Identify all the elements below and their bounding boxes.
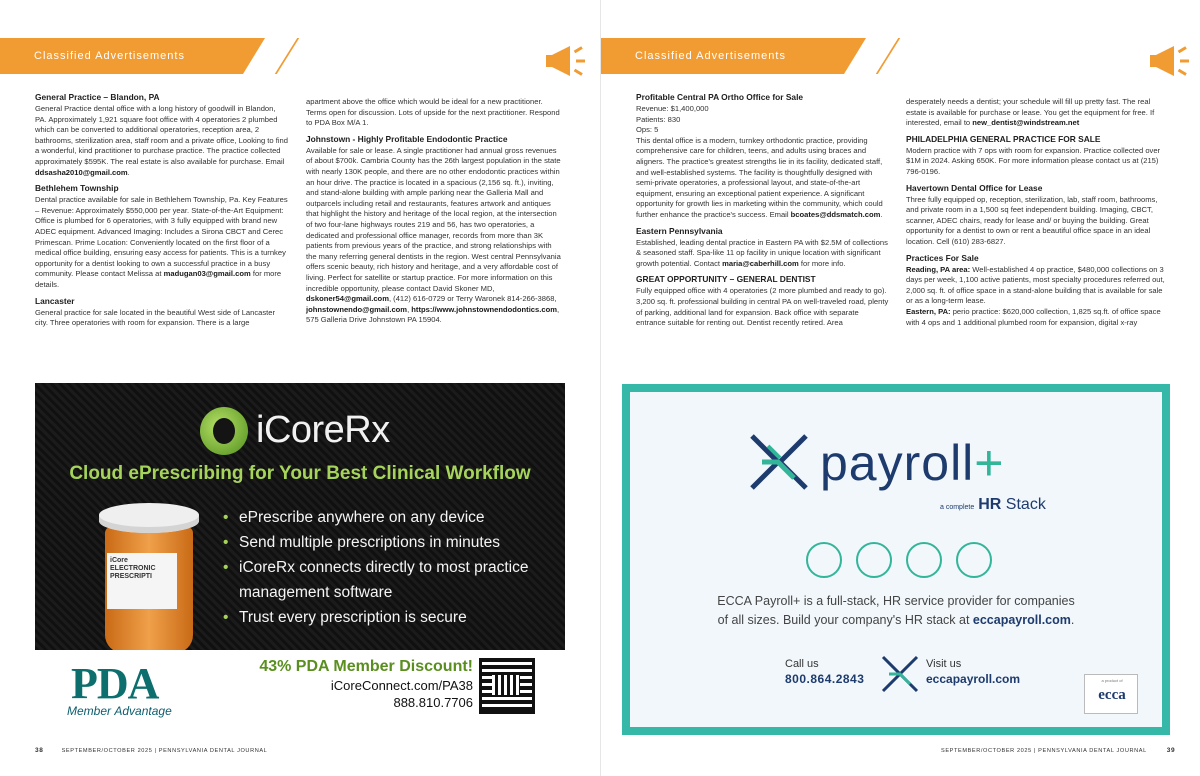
icorerx-footer-strip xyxy=(35,650,565,730)
ad-body: apartment above the office which would be ideal for a new practitioner. Terms open for discussion. Lots of upside for the next practitioner. Respond to PDA Box M/A 1. xyxy=(306,97,560,128)
payroll-advertisement[interactable] xyxy=(622,384,1170,735)
ad-email[interactable]: maria@caberhill.com xyxy=(722,258,799,268)
icorerx-advertisement[interactable] xyxy=(35,383,565,730)
footer-right xyxy=(941,747,1175,754)
ad-email[interactable]: madugan03@gmail.com xyxy=(163,269,251,279)
payroll-description: ECCA Payroll+ is a full-stack, HR service provider for companies of all sizes. Build your company's HR stack at eccapayroll.com. xyxy=(717,594,1075,627)
page-right xyxy=(600,0,1200,776)
payroll-url[interactable]: eccapayroll.com xyxy=(926,672,1021,686)
ad-body: General practice for sale located in the beautiful West side of Lancaster city. Three operatories with room for expansion. There is a large xyxy=(35,307,276,328)
section-title: Classified Advertisements xyxy=(34,50,185,62)
ad-body: Revenue: $1,400,000 Patients: 830 Ops: 5 This dental office is a modern, turnkey orthodontic practice, providing comprehensive care for children, teens, and adults using braces and aligners. The practice's greatest strengths lie in its facility, dedicated staff, and well-established systems. The facility is thoughtfully designed with semi-private operatories, a professional layout, and state-of-the-art equipment, ensuring an exceptional patient experience. A significant opportunity for growth lies in marketing within the community, which could further enhance the practice's success. Email bcoates@ddsmatch.com. xyxy=(636,104,883,219)
icorerx-features xyxy=(223,505,553,630)
payroll-brand: payroll xyxy=(820,435,975,491)
ad-body: General Practice dental office with a long history of goodwill in Blandon, PA. Approximately 1,921 square foot office with 4 operatories 2 plumbed which can be converted to additional operatories, reception area, 2 bathrooms, sterilization area, staff room and a private office, Looking to find a wonderful, kind practitioner to purchase practice. The practice collected approximately $595K. The real estate is also available for purchase. Email ddsasha2010@gmail.com. xyxy=(35,104,288,177)
ad-website[interactable]: https://www.johnstownendodontics.com xyxy=(411,304,557,314)
ad-body: desperately needs a dentist; your schedule will fill up pretty fast. The real estate is available for purchase or lease. You get the equipment for free. If interested, email to new_dentist@windstream.net xyxy=(906,97,1155,128)
ad-body: Dental practice available for sale in Bethlehem Township, Pa. Key Features – Revenue: Approximately $550,000 per year. State-of-the-Art Equipment: Office is plumbed for 6 operatories, with 3 fully equipped with brand new ADEC equipment. Advanced Imaging: Includes a Sirona CBCT and Cerec Primescan. Prime Location: Conveniently located on the first floor of a medical office building, ensuring easy access for patients. This is a turnkey opportunity for a dentist looking to own a successful practice in a busy community. Please contact Melissa at madugan03@gmail.com for more details. xyxy=(35,195,288,289)
section-title: Classified Advertisements xyxy=(635,50,786,62)
icorerx-url[interactable]: iCoreConnect.com/PA38 xyxy=(330,678,473,693)
ad-title: Profitable Central PA Ortho Office for Sale xyxy=(636,92,804,102)
prescription-bottle-image xyxy=(93,503,205,653)
page-number: 39 xyxy=(1166,747,1176,754)
payroll-call: Call us 800.864.2843 xyxy=(785,658,865,686)
ad-email[interactable]: dskoner54@gmail.com xyxy=(306,294,389,304)
left-column-1 xyxy=(35,92,289,329)
ad-title: Bethlehem Township xyxy=(35,183,119,194)
list-item: • Trust every prescription is secure xyxy=(223,605,553,630)
payroll-visit: Visit us eccapayroll.com xyxy=(926,658,1021,686)
right-column-1 xyxy=(636,92,890,329)
list-item: • Send multiple prescriptions in minutes xyxy=(223,530,553,555)
clock-icon xyxy=(856,542,892,578)
payroll-phone: 800.864.2843 xyxy=(785,672,865,686)
payroll-subtitle: a complete HR Stack xyxy=(940,496,1046,513)
ad-body: Reading, PA area: Well-established 4 op practice, $480,000 collections on 3 days per week, 1,100 active patients, most specialty procedures referred out, 2,000 sq. ft. of office space in a stand-alone building that is available for sale or as a long-term lease. xyxy=(906,264,1165,306)
ad-title: Eastern Pennsylvania xyxy=(636,225,723,236)
section-header-right xyxy=(601,38,901,74)
right-column-2 xyxy=(906,97,1168,328)
person-icon xyxy=(956,542,992,578)
ad-title: Practices For Sale xyxy=(906,252,979,263)
ad-email[interactable]: bcoates@ddsmatch.com xyxy=(790,209,881,219)
payroll-feature-icons xyxy=(806,542,996,582)
section-header-left xyxy=(0,38,300,74)
left-column-2 xyxy=(306,97,564,326)
icorerx-logo xyxy=(200,403,410,459)
bottle-brand: iCore xyxy=(110,557,128,564)
bottle-label: ELECTRONIC PRESCRIPTI xyxy=(110,565,156,580)
payroll-logo: payroll+ xyxy=(748,432,1078,492)
icorerx-phone: 888.810.7706 xyxy=(393,695,473,710)
ad-title: Johnstown - Highly Profitable Endodontic Practice xyxy=(306,133,508,144)
ad-title: Havertown Dental Office for Lease xyxy=(906,182,1043,193)
pda-member-advantage-logo: PDA Member Advantage xyxy=(67,659,172,718)
icorerx-logo-mark-icon xyxy=(200,407,248,455)
shield-icon xyxy=(906,542,942,578)
ad-body: Fully equipped office with 4 operatories (2 more plumbed and ready to go). 3,200 sq. ft. professional building in central PA on well-traveled road, plenty of parking, additional land for expansion. Back office with separate entrance suitable for renting out. Dentist recently retired. Area xyxy=(636,286,889,328)
ad-body: Modern practice with 7 ops with room for expansion. Practice collected over $1M in 2024. Asking 650K. For more information please contact us at (215) 796-0196. xyxy=(906,145,1161,176)
icorerx-offer xyxy=(259,658,473,710)
payroll-x-logo-icon xyxy=(748,432,810,492)
ad-body: Established, leading dental practice in Eastern PA with $2.5M of collections & seasoned staff. Spa-like 11 op facility in unique location with significant growth potential. Contact maria@caberhill.com for more info. xyxy=(636,237,888,268)
megaphone-icon xyxy=(1147,43,1192,79)
qr-code-icon[interactable] xyxy=(479,658,535,714)
ad-email[interactable]: new_dentist@windstream.net xyxy=(972,118,1080,128)
ad-email[interactable]: johnstownendo@gmail.com xyxy=(306,304,408,314)
ad-body: Available for sale or lease. A single practitioner had annual gross revenues of about $700k. Cambria County has the 26th largest population in the state with nearly 130K people, and there are no other endodontic practices within an hour drive. The practice is located in a spacious (2,156 sq. ft.), inviting, and stand-alone building with ample parking near the Galleria Mall and outparcels including retail and restaurants, features artwork and antiques that highlight the history and heritage of the local region, at the intersection of two four-lane highways routes 219 and 56, has two operatories, a dedicated and professional office manager, records from more than 3K patients from previous years of the practice, and strong relationships with the many referring general dentists in the region. West central Pennsylvania offers scenic beauty, rich history and heritage, and a very affordable cost of living. Perfect for satellite or startup practice. For more information on this incredible opportunity, please contact David Skoner MD, dskoner54@gmail.com, (412) 616-0729 or Terry Waronek 814-266-3868, johnstownendo@gmail.com, https://www.johnstownendodontics.com, 575 Galleria Drive Johnstown PA 15904. xyxy=(306,145,561,325)
payroll-x-small-icon xyxy=(880,654,920,694)
ad-title: General Practice – Blandon, PA xyxy=(35,92,160,102)
money-icon xyxy=(806,542,842,578)
ad-title: PHILADELPHIA GENERAL PRACTICE FOR SALE xyxy=(906,133,1101,144)
footer-text: SEPTEMBER/OCTOBER 2025 | PENNSYLVANIA DENTAL JOURNAL xyxy=(941,748,1147,754)
discount-text: 43% PDA Member Discount! xyxy=(259,658,473,675)
page-number: 38 xyxy=(35,747,44,754)
icorerx-brand: iCoreRx xyxy=(256,409,390,451)
ad-body: Three fully equipped op, reception, sterilization, lab, staff room, bathrooms, and private room in a 1,500 sq feet independent building. Imaging, CBCT, scanner, ADEC chairs, ready for lease and/ or buying the building. Great opportunity for a dentist to own or rent a beautiful office space in an ideal location. Cell (610) 283-6827. xyxy=(906,194,1158,246)
icorerx-tagline: Cloud ePrescribing for Your Best Clinical Workflow xyxy=(69,463,531,484)
list-item: • ePrescribe anywhere on any device xyxy=(223,505,553,530)
footer-left xyxy=(35,747,267,754)
footer-text: SEPTEMBER/OCTOBER 2025 | PENNSYLVANIA DENTAL JOURNAL xyxy=(61,748,268,754)
ad-title: GREAT OPPORTUNITY – GENERAL DENTIST xyxy=(636,274,816,285)
ad-title: Lancaster xyxy=(35,295,75,306)
ad-email[interactable]: ddsasha2010@gmail.com xyxy=(35,167,128,177)
megaphone-icon xyxy=(543,43,588,79)
ecca-logo: a product of ecca xyxy=(1084,674,1138,714)
ad-body: Eastern, PA: perio practice: $620,000 collection, 1,825 sq.ft. of office space with 4 ops and 1 additional plumbed room for expansion, digital x-ray xyxy=(906,306,1161,327)
list-item: • iCoreRx connects directly to most practice management software xyxy=(223,555,553,605)
